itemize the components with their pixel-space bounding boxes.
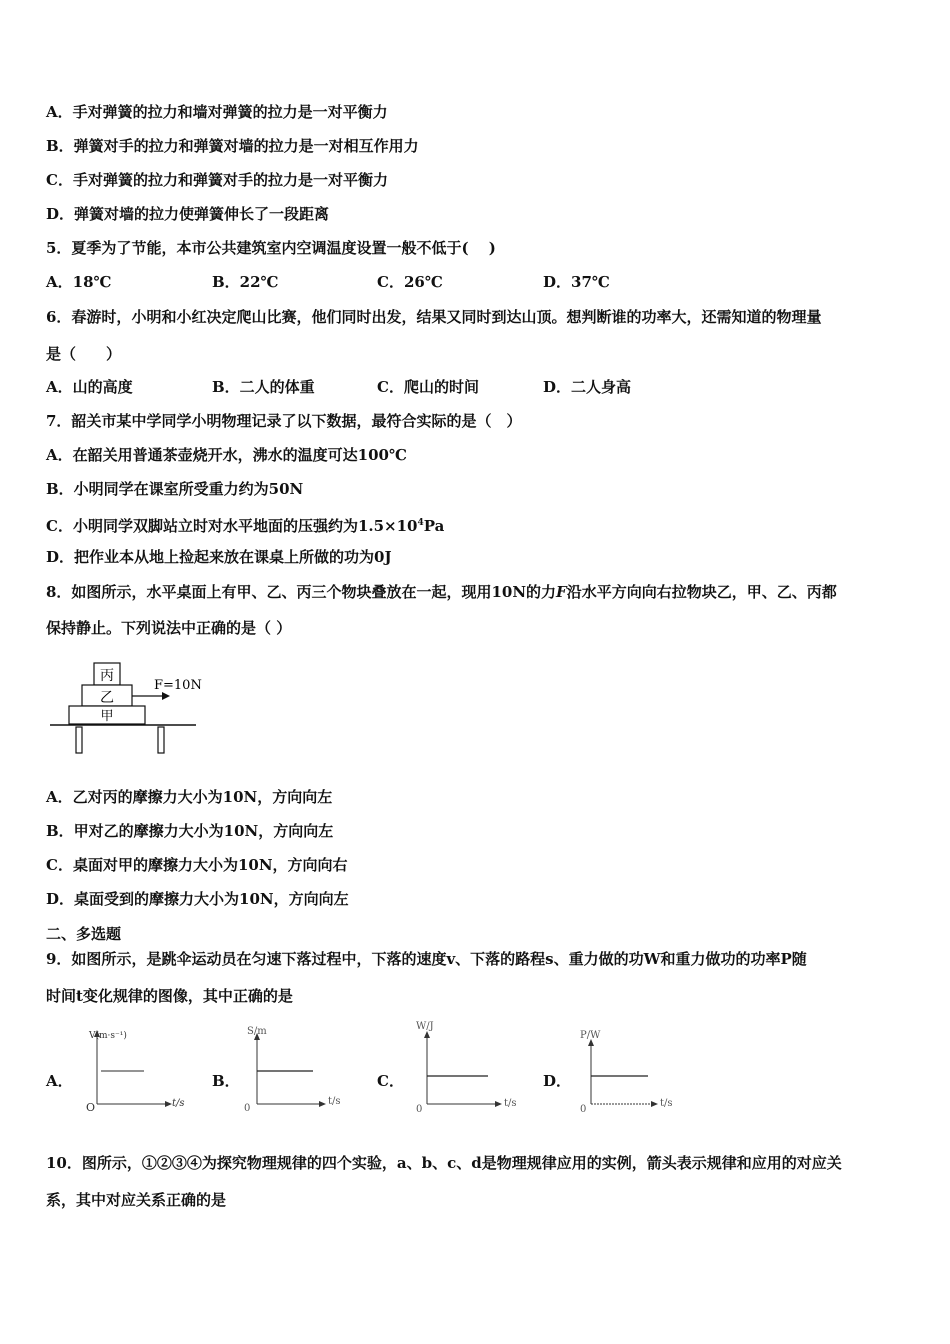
q6-option-a: A．山的高度 xyxy=(46,378,133,396)
q9-graph-a xyxy=(80,1024,195,1114)
q9-option-a: A． xyxy=(46,1072,73,1090)
q9-graph-d xyxy=(574,1028,689,1118)
graph-d-xlabel: t/s xyxy=(660,1098,673,1109)
q9-option-c: C． xyxy=(377,1072,404,1090)
q8-block-figure xyxy=(46,655,206,760)
force-label: F=10N xyxy=(154,678,202,693)
q4-option-b: B．弹簧对手的拉力和弹簧对墙的拉力是一对相互作用力 xyxy=(46,137,419,155)
graph-c-xlabel: t/s xyxy=(504,1098,517,1109)
q4-option-c: C．手对弹簧的拉力和弹簧对手的拉力是一对平衡力 xyxy=(46,171,388,189)
q9-stem-line2: 时间t变化规律的图像，其中正确的是 xyxy=(46,987,293,1005)
q8-stem-part2: 沿水平方向向右拉物块乙，甲、乙、丙都 xyxy=(566,583,837,601)
block-jia-label: 甲 xyxy=(100,709,114,724)
q4-option-a: A．手对弹簧的拉力和墙对弹簧的拉力是一对平衡力 xyxy=(46,103,388,121)
graph-c-ylabel: W/J xyxy=(416,1021,434,1032)
q7-option-c-exponent: 4 xyxy=(417,518,424,528)
table-leg-right xyxy=(158,727,164,753)
graph-a-xlabel: t/s xyxy=(172,1098,185,1109)
q10-stem-line1: 10．图所示，①②③④为探究物理规律的四个实验，a、b、c、d是物理规律应用的实例，箭头表示规律和应用的对应关 xyxy=(46,1154,842,1172)
q8-option-c: C．桌面对甲的摩擦力大小为10N，方向向右 xyxy=(46,856,348,874)
q5-option-d: D．37℃ xyxy=(543,273,610,291)
q6-option-b: B．二人的体重 xyxy=(212,378,315,396)
q5-stem: 5．夏季为了节能，本市公共建筑室内空调温度设置一般不低于( ) xyxy=(46,239,496,257)
block-yi-label: 乙 xyxy=(100,690,114,706)
graph-b-origin: 0 xyxy=(244,1103,251,1114)
q6-option-c: C．爬山的时间 xyxy=(377,378,479,396)
q9-option-d: D． xyxy=(543,1072,572,1090)
table-leg-left xyxy=(76,727,82,753)
graph-c-x-arrow xyxy=(495,1101,502,1107)
q7-option-c-text: C．小明同学双脚站立时对水平地面的压强约为1.5×10 xyxy=(46,517,418,535)
q7-option-c xyxy=(46,513,444,536)
q8-force-symbol: F xyxy=(556,583,567,601)
q7-stem: 7．韶关市某中学同学小明物理记录了以下数据，最符合实际的是（ ） xyxy=(46,412,522,430)
graph-c-y-arrow xyxy=(424,1031,430,1038)
q6-stem-line2: 是（ ） xyxy=(46,345,122,363)
q8-stem-line2: 保持静止。下列说法中正确的是（ ） xyxy=(46,619,292,637)
graph-c-origin: 0 xyxy=(416,1104,423,1115)
graph-b-xlabel: t/s xyxy=(328,1096,341,1107)
q6-option-d: D．二人身高 xyxy=(543,378,632,396)
q9-graph-b xyxy=(240,1024,355,1114)
q9-option-b: B． xyxy=(212,1072,240,1090)
q5-option-b: B．22℃ xyxy=(212,273,279,291)
graph-d-x-arrow xyxy=(651,1101,658,1107)
q9-graph-c xyxy=(410,1018,530,1118)
q10-stem-line2: 系，其中对应关系正确的是 xyxy=(46,1191,227,1209)
q8-option-d: D．桌面受到的摩擦力大小为10N，方向向左 xyxy=(46,890,349,908)
q5-option-c: C．26℃ xyxy=(377,273,443,291)
q7-option-c-unit: Pa xyxy=(423,517,445,535)
q5-option-a: A．18℃ xyxy=(46,273,112,291)
section-heading-multi-choice: 二、多选题 xyxy=(46,925,122,943)
block-bing-label: 丙 xyxy=(100,668,114,684)
force-arrowhead xyxy=(162,692,170,700)
q6-stem-line1: 6．春游时，小明和小红决定爬山比赛，他们同时出发，结果又同时到达山顶。想判断谁的功率大，还需知道的物理量 xyxy=(46,308,822,326)
q8-option-b: B．甲对乙的摩擦力大小为10N，方向向左 xyxy=(46,822,334,840)
graph-a-origin: O xyxy=(86,1101,96,1114)
q4-option-d: D．弹簧对墙的拉力使弹簧伸长了一段距离 xyxy=(46,205,330,223)
q8-stem-part1: 8．如图所示，水平桌面上有甲、乙、丙三个物块叠放在一起，现用10N的力 xyxy=(46,583,557,601)
q7-option-d: D．把作业本从地上捡起来放在课桌上所做的功为0J xyxy=(46,548,392,566)
graph-d-ylabel: P/W xyxy=(580,1030,601,1041)
q8-option-a: A．乙对丙的摩擦力大小为10N，方向向左 xyxy=(46,788,333,806)
graph-b-ylabel: S/m xyxy=(247,1026,267,1037)
q7-option-a: A．在韶关用普通茶壶烧开水，沸水的温度可达100℃ xyxy=(46,446,407,464)
q9-stem-line1: 9．如图所示，是跳伞运动员在匀速下落过程中，下落的速度v、下落的路程s、重力做的功W和重力做功的功率P随 xyxy=(46,950,807,968)
graph-a-x-arrow xyxy=(165,1101,172,1107)
q8-stem-line1 xyxy=(46,582,837,602)
graph-b-x-arrow xyxy=(319,1101,326,1107)
q7-option-b: B．小明同学在课室所受重力约为50N xyxy=(46,480,304,498)
graph-d-origin: 0 xyxy=(580,1104,587,1115)
graph-a-ylabel: V(m·s⁻¹) xyxy=(89,1031,127,1041)
